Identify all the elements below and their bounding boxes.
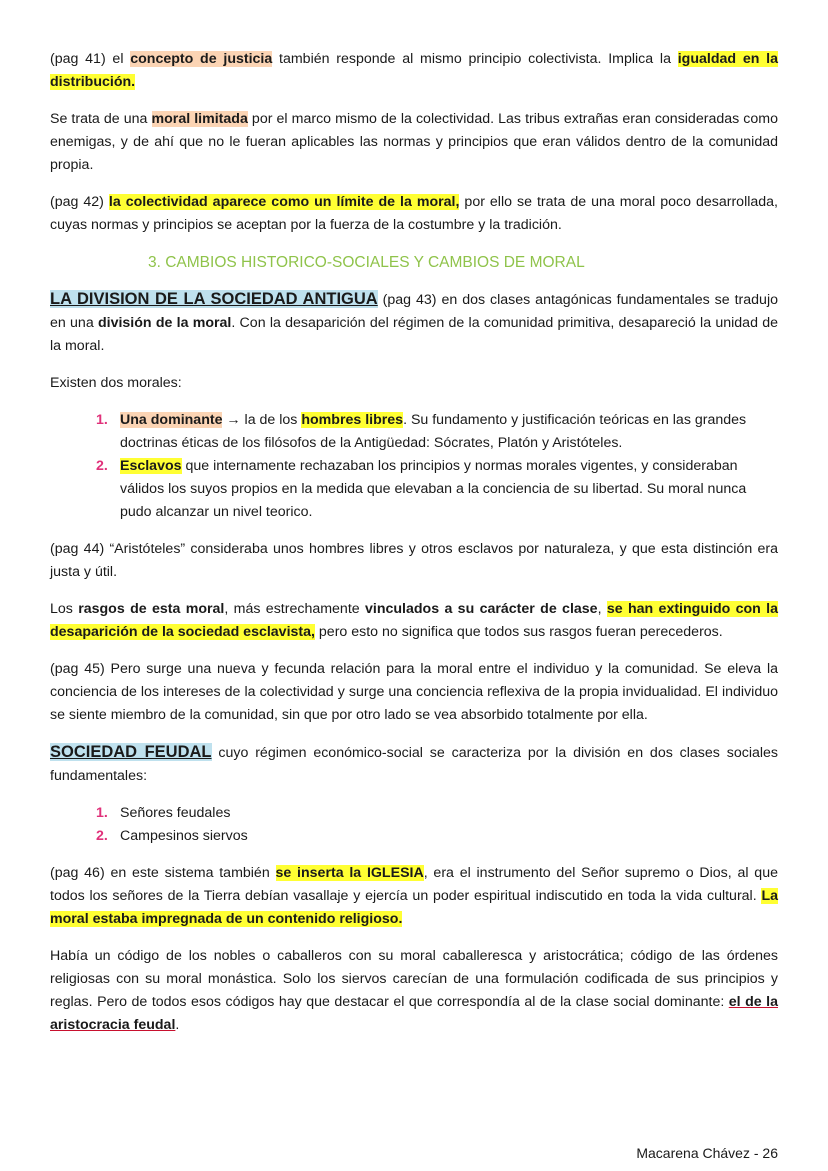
highlight-moral-limitada: moral limitada xyxy=(151,111,248,127)
list-number: 2. xyxy=(96,458,108,474)
paragraph-nueva-relacion: (pag 45) Pero surge una nueva y fecunda relación para la moral entre el individuo y la comunidad. Se eleva la conciencia de los intereses de la colectividad y surge una conciencia reflexiva de la propia invidualidad. El individuo se siente miembro de la comunidad, sin que por otro lado se vea absorbido totalmente por ella. xyxy=(50,661,778,723)
list-item: 1. Señores feudales xyxy=(120,802,778,825)
highlight-hombres-libres: hombres libres xyxy=(301,412,404,428)
highlight-extinguido: se han extinguido con la desaparición de la sociedad esclavista, xyxy=(50,601,779,640)
list-number: 1. xyxy=(96,412,108,428)
highlight-iglesia: se inserta la IGLESIA xyxy=(275,865,424,881)
section-heading: 3. CAMBIOS HISTORICO-SOCIALES Y CAMBIOS DE MORAL xyxy=(148,254,585,271)
list-item: 2. Esclavos que internamente rechazaban los principios y normas morales vigentes, y consideraban válidos los suyos propios en la medida que elevaban a la conciencia de su libertad. Su moral nunca pudo alcanzar un nivel teorico. xyxy=(120,455,778,524)
page-footer: Macarena Chávez - 26 xyxy=(636,1145,778,1161)
highlight-contenido-religioso: La moral estaba impregnada de un contenido religioso. xyxy=(50,888,778,927)
paragraph-codigos: Había un código de los nobles o caballeros con su moral caballeresca y aristocrática; código de las órdenes religiosas con su moral monástica. Solo los siervos carecían de una formulación codificada de sus principios y reglas. Pero de todos esos códigos hay que destacar el que correspondía al de la clase social dominante: el de la aristocracia feudal. xyxy=(50,948,778,1033)
highlight-concepto-justicia: concepto de justicia xyxy=(130,51,273,67)
highlight-division-sociedad-antigua: LA DIVISION DE LA SOCIEDAD ANTIGUA xyxy=(50,290,378,308)
highlight-sociedad-feudal: SOCIEDAD FEUDAL xyxy=(50,743,212,761)
underline-aristocracia-feudal: el de la aristocracia feudal xyxy=(50,994,778,1033)
paragraph-aristoteles: (pag 44) “Aristóteles” consideraba unos hombres libres y otros esclavos por naturaleza, y que esta distinción era justa y útil. xyxy=(50,541,778,580)
paragraph-moral-limitada: Se trata de una moral limitada por el marco mismo de la colectividad. Las tribus extrañas eran consideradas como enemigas, y de ahí que no le fueran aplicables las normas y principios que eran válidos dentro de la comunidad propia. xyxy=(50,111,778,173)
document-page xyxy=(50,48,778,1051)
paragraph-iglesia: (pag 46) en este sistema también se inserta la IGLESIA, era el instrumento del Señor supremo o Dios, al que todos los señores de la Tierra debían vasallaje y ejercía un poder espiritual indiscutido en toda la vida cultural. La moral estaba impregnada de un contenido religioso. xyxy=(50,865,778,927)
list-item: 1. Una dominante → la de los hombres libres. Su fundamento y justificación teóricas en las grandes doctrinas éticas de los filósofos de la Antigüedad: Sócrates, Platón y Aristóteles. xyxy=(120,409,778,455)
list-number: 2. xyxy=(96,828,108,844)
list-number: 1. xyxy=(96,805,108,821)
paragraph-division-sociedad: LA DIVISION DE LA SOCIEDAD ANTIGUA (pag 43) en dos clases antagónicas fundamentales se tradujo en una división de la moral. Con la desaparición del régimen de la comunidad primitiva, desapareció la unidad de la moral. xyxy=(50,290,778,354)
paragraph-justicia: (pag 41) el concepto de justicia también responde al mismo principio colectivista. Implica la igualdad en la distribución. xyxy=(50,51,778,90)
paragraph-rasgos-moral: Los rasgos de esta moral, más estrechamente vinculados a su carácter de clase, se han extinguido con la desaparición de la sociedad esclavista, pero esto no significa que todos sus rasgos fueran perecederos. xyxy=(50,601,779,640)
highlight-esclavos: Esclavos xyxy=(120,458,182,474)
paragraph-dos-morales: Existen dos morales: xyxy=(50,375,182,391)
highlight-una-dominante: Una dominante xyxy=(120,412,223,428)
highlight-igualdad: igualdad en la distribución. xyxy=(50,51,778,90)
list-item: 2. Campesinos siervos xyxy=(120,825,778,848)
list-morales xyxy=(50,409,778,524)
list-clases-feudales xyxy=(50,802,778,848)
highlight-colectividad-limite: la colectividad aparece como un límite de la moral, xyxy=(108,194,460,210)
paragraph-colectividad: (pag 42) la colectividad aparece como un límite de la moral, por ello se trata de una moral poco desarrollada, cuyas normas y principios se aceptan por la fuerza de la costumbre y la tradición. xyxy=(50,194,778,233)
paragraph-sociedad-feudal: SOCIEDAD FEUDAL cuyo régimen económico-social se caracteriza por la división en dos clases sociales fundamentales: xyxy=(50,743,778,784)
